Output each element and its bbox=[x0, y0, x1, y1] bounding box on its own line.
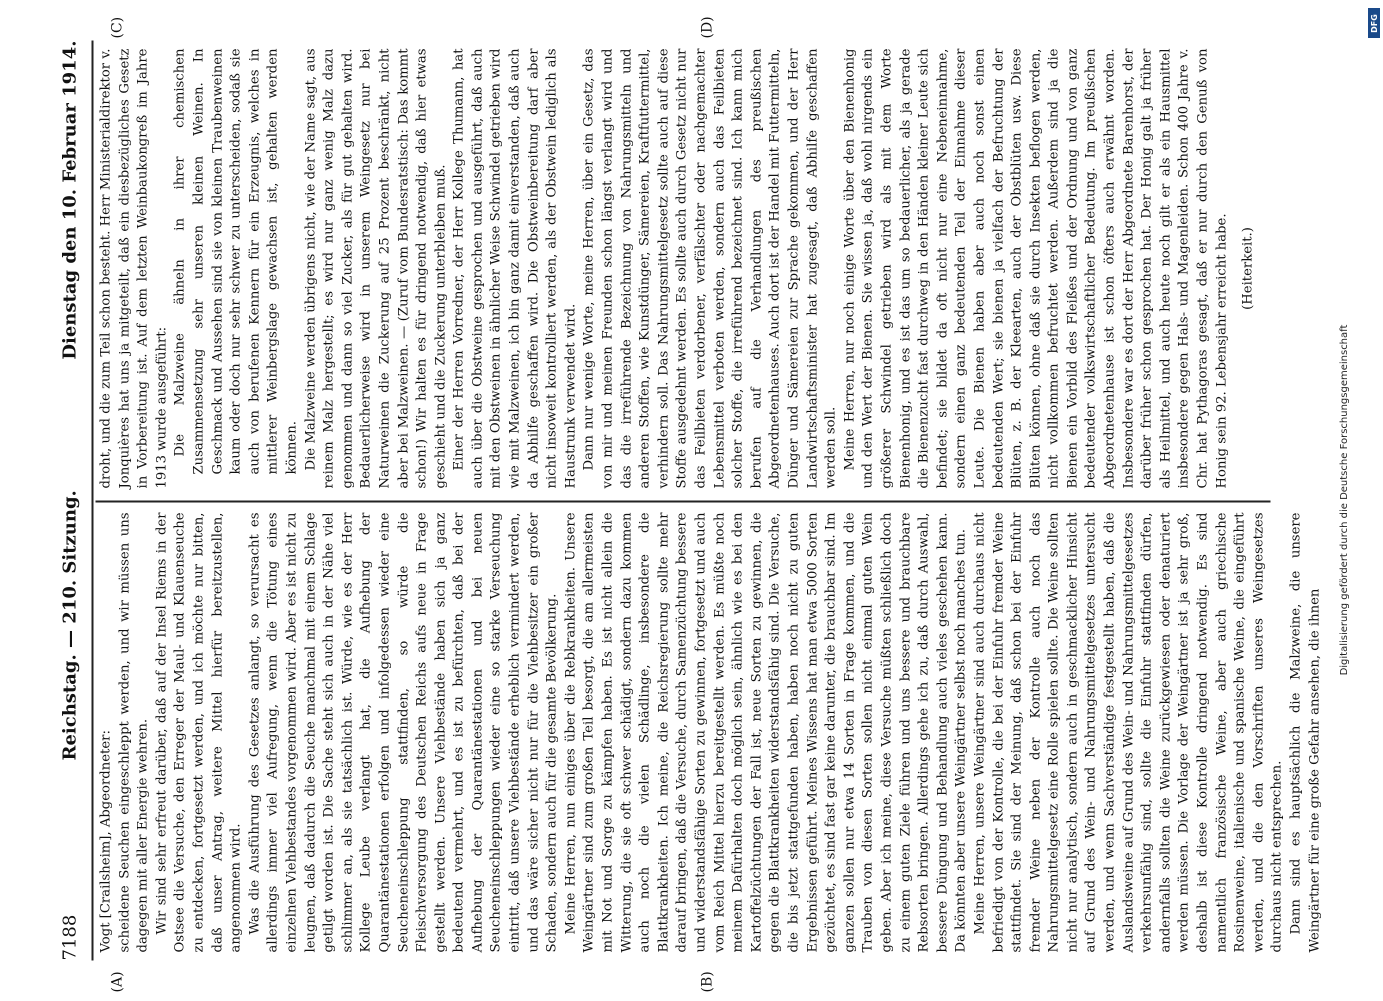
paragraph: Meine Herren, nun einiges über die Rebkrankheiten. Unsere Weingärtner sind zum großen Teil besorgt, die am allermeisten mit Not und Sorge zu kämpfen haben. Es ist nicht allein die Witterung, die sie oft schwer schädigt, sondern dazu kommen auch noch die vielen Schädlinge, insbesondere die Blattkrankheiten. Ich meine, die Reichsregierung sollte mehr darauf bringen, daß die Versuche, durch Samenzüchtung bessere und widerstandsfähige Sorten zu gewinnen, fortgesetzt und auch vom Reich Mittel hierzu bereitgestellt werden. Es müßte noch meinem Dafürhalten doch möglich sein, ähnlich wie es bei den Kartoffelzüchtungen der Fall ist, neue Sorten zu gewinnen, die gegen die Blattkrankheiten widerstandsfähig sind. Die Versuche, die bis jetzt stattgefunden haben, haben noch nicht zu guten Ergebnissen geführt. Meines Wissens hat man etwa 5000 Sorten gezüchtet, es sind fast gar keine darunter, die brauchbar sind. Im ganzen sollen nur etwa 14 Sorten in Frage kommen, und die Trauben von diesen Sorten sollen nicht einmal guten Wein geben. Aber ich meine, diese Versuche müßten schließlich doch zu einem guten Ziele führen und uns bessere und brauchbare Rebsorten bringen. Allerdings gehe ich zu, daß durch Auswahl, bessere Düngung und Behandlung auch vieles geschehen kann. Da könnten aber unsere Weingärtner selbst noch manches tun. bbox=[563, 512, 969, 953]
paragraph: Meine Herren, nur noch einige Worte über den Bienenhonig und den Wert der Bienen. Sie wissen ja, daß wohl nirgends ein größerer Schwindel getrieben wird als mit dem Worte Bienenhonig, und es ist das um so bedauerlicher, als ja gerade die Bienenzucht fast durchweg in den Händen kleiner Leute sich befindet; sie bildet da oft nicht nur eine Nebeneinnahme, sondern einen ganz bedeutenden Teil der Einnahme dieser Leute. Die Bienen haben aber auch noch sonst einen bedeutenden Wert; sie bienen ja vielfach der Befruchtung der Blüten, z. B. der Kleearten, auch der Obstblüten usw. Diese Blüten können, ohne daß sie durch Insekten beflogen werden, nicht vollkommen befruchtet werden. Außerdem sind ja die Bienen ein Vorbild des Fleißes und der Ordnung und von ganz bedeutender volkswirtschaftlicher Bedeutung. Im preußischen Abgeordnetenhause ist schon öfters auch erwähnt worden. Insbesondere war es dort der Herr Abgeordnete Barenhorst, der darüber früher schon gesprochen hat. Der Honig galt ja früher als Heilmittel, und auch heute noch gilt er als ein Hausmittel insbesondere gegen Hals- und Magenleiden. Schon 400 Jahre v. Chr. hat Pythagoras gesagt, daß er nur durch den Genuß von Honig sein 92. Lebensjahr erreicht habe. bbox=[842, 48, 1230, 489]
funding-note: Digitalisierung gefördert durch die Deutsche Forschungsgemeinschaft bbox=[1339, 324, 1350, 676]
paragraph: scheidene Seuchen eingeschleppt werden, und wir müssen uns dagegen mit aller Energie wehren. bbox=[117, 512, 151, 953]
quoted-paragraph: Die Malzweine ähneln in ihrer chemischen Zusammensetzung sehr unseren kleinen Weinen. In Geschmack und Aussehen sind sie von kleinen Traubenweinen kaum oder doch nur sehr schwer zu unterscheiden, sodaß sie auch von berufenen Kennern für ein Erzeugnis, welches in mittlerer Weinbergslage gewachsen ist, gehalten werden können. bbox=[172, 48, 300, 475]
paragraph: Dann sind es hauptsächlich die Malzweine, die unsere Weingärtner für eine große Gefahr ansehen, die ihnen bbox=[1288, 512, 1323, 953]
margin-mark-a: (A) bbox=[109, 971, 126, 993]
margin-mark-d: (D) bbox=[699, 16, 716, 39]
margin-mark-c: (C) bbox=[109, 16, 126, 39]
paragraph: Wir sind sehr erfreut darüber, daß auf der Insel Riems in der Ostsee die Versuche, den Erreger der Maul- und Klauenseuche zu entdecken, fortgesetzt werden, und ich möchte nur bitten, daß unser Antrag, weitere Mittel hierfür bereitzustellen, angenommen wird. bbox=[154, 512, 244, 953]
rotated-page-content bbox=[0, 1, 1383, 1001]
dfg-logo bbox=[1368, 8, 1380, 38]
paragraph: droht, und die zum Teil schon besteht. Herr Ministerialdirektor v. Jonquières hat uns ja mitgeteilt, daß ein diesbezügliches Gesetz in Vorbereitung ist. Auf dem letzten Weinbaukongreß im Jahre 1913 wurde ausgeführt: bbox=[98, 48, 170, 489]
paragraph: Einer der Herren Vorredner, der Herr Kollege Thumann, hat auch über die Obstweine gesprochen und ausgeführt, daß auch mit den Obstweinen in ähnlicher Weise Schwindel getrieben wird wie mit Malzweinen, ich bin ganz damit einverstanden, daß auch da Abhilfe geschaffen wird. Die Obstweinbereitung darf aber nicht insoweit kontrolliert werden, als der Obstwein lediglich als Haustrunk verwendet wird. bbox=[451, 48, 579, 489]
session-title: Reichstag. — 210. Sitzung. bbox=[59, 490, 81, 761]
logo-text: DFG bbox=[1369, 13, 1379, 33]
column-separator bbox=[96, 501, 1271, 503]
paragraph: Meine Herren, unsere Weingärtner sind auch durchaus nicht befriedigt von der Kontrolle, die bei der Einfuhr fremder Weine stattfindet. Sie sind der Meinung, daß schon bei der Einfuhr fremder Weine neben der Kontrolle auch noch das Nahrungsmittelgesetz eine Rolle spielen sollte. Die Weine sollten nicht nur analytisch, sondern auch in geschmacklicher Hinsicht auf Grund des Wein- und Nahrungsmittelgesetzes untersucht werden, und wenn Sachverständige festgestellt haben, daß die Auslandsweine auf Grund des Wein- und Nahrungsmittelgesetzes verkehrsunfähig sind, sollte die Einfuhr stattfinden dürfen, andernfalls sollten die Weine zurückgewiesen oder denaturiert werden müssen. Die Vorlage der Weingärtner ist ja sehr groß, deshalb ist diese Kontrolle dringend notwendig. Es sind namentlich französische Weine, aber auch griechische Rosinenweine, italienische und spanische Weine, die eingeführt werden, und die den Vorschriften unseres Weingesetzes durchaus nicht entsprechen. bbox=[972, 512, 1285, 953]
paragraph: Dann nur wenige Worte, meine Herren, über ein Gesetz, das von mir und meinen Freunden schon längst verlangt wird und das die irreführende Bezeichnung von Nahrungsmitteln und anderen Stoffen, wie Kunstdünger, Sämereien, Kraftfuttermittel, verhindern soll. Das Nahrungsmittelgesetz sollte auch auf diese Stoffe ausgedehnt werden. Es sollte auch durch Gesetz nicht nur das Feilbieten verdorbener, verfälschter oder nachgemachter Lebensmittel verboten werden, sondern auch das Feilbieten solcher Stoffe, die irreführend bezeichnet sind. Ich kann mich berufen auf die Verhandlungen des preußischen Abgeordnetenhauses. Auch dort ist der Handel mit Futtermitteln, Dünger und Sämereien zur Sprache gekommen, und der Herr Landwirtschaftsminister hat zugesagt, daß Abhilfe geschaffen werden soll. bbox=[581, 48, 839, 489]
paragraph: Die Malzweine werden übrigens nicht, wie der Name sagt, aus reinem Malz hergestellt; es wird nur ganz wenig Malz dazu genommen und dann so viel Zucker, als für gut gehalten wird. Bedauerlicherweise wird in unserem Weingesetz nur bei Naturweinen die Zuckerung auf 25 Prozent beschränkt, nicht aber bei Malzweinen. — (Zuruf vom Bundesratstisch: Das kommt schon!) Wir halten es für dringend notwendig, daß hier etwas geschieht und die Zuckerung unterbleiben muß. bbox=[303, 48, 449, 489]
header-rule bbox=[92, 41, 94, 961]
page-number: 7188 bbox=[59, 914, 81, 961]
paragraph: Was die Ausführung des Gesetzes anlangt, so verursacht es allerdings immer viel Aufregung, wenn die Tötung eines einzelnen Viehbestandes vorgenommen wird. Aber es ist nicht zu leugnen, daß dadurch die Seuche manchmal mit einem Schlage getilgt worden ist. Die Sache steht sich auch in der Nähe viel schlimmer an, als sie tatsächlich ist. Würde, wie es der Herr Kollege Leube verlangt hat, die Aufhebung der Quarantänestationen erfolgen und infolgedessen wieder eine Seucheneinschleppung stattfinden, so würde die Fleischversorgung des Deutschen Reichs aufs neue in Frage gestellt werden. Unsere Viehbestände haben sich ja ganz bedeutend vermehrt, und es ist zu befürchten, daß bei der Aufhebung der Quarantänestationen und bei neuen Seucheneinschleppungen wieder eine so starke Verseuchung eintritt, daß unsere Viehbestände erheblich vermindert werden, und das wäre sicher nicht nur für die Viehbesitzer ein großer Schaden, sondern auch für die gesamte Bevölkerung. bbox=[247, 512, 560, 953]
page-header bbox=[58, 41, 86, 961]
interjection: (Heiterkeit.) bbox=[1240, 227, 1256, 310]
right-column bbox=[98, 49, 1273, 489]
margin-mark-b: (B) bbox=[699, 971, 716, 993]
speaker-label bbox=[98, 513, 117, 953]
speaker-name: Vogt [Crailsheim], Abgeordneter: bbox=[98, 730, 114, 953]
session-date: Dienstag den 10. Februar 1914. bbox=[59, 40, 81, 360]
left-column bbox=[98, 512, 1323, 953]
